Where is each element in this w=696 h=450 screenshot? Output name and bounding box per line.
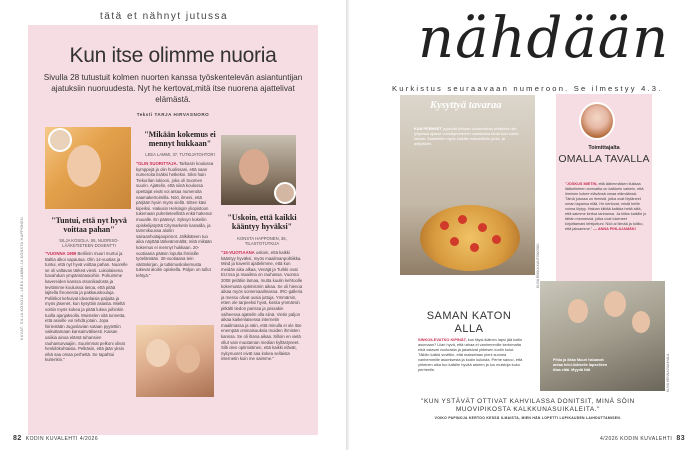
quote-heading-3: "Uskoin, että kaikki kääntyy hyväksi"	[227, 213, 297, 231]
section-label: tätä et nähnyt jutussa	[100, 11, 229, 22]
body-text: Berliinin muuri murtui ja Baltia alkoi vapautua. Olin 14-vuotias ja tuntui, että nyt hyvä voittaa pahan. Nuorelle se oli valtavan tärkeä viesti. Lukiolaisena havahduin ympäristöasioihin. Puhuimme kavereiden kanssa otsonikadosta ja levittimme kouluissa tietoa, että pitää lajitella freoneista ja pakkauskouluja. Poliitikot kehuivat ideanlaisia paljaita ja myös jäsenet, kun kysyttiin asiasta. Mieltä voitiin myös kokea ja pitää lukea joihinkin tuolla ajanjaksolla. Muistelen sitä tunnetta, että asioille voi tehdä jotain. Jopa hiiriestään Jugoslavian sotaan pyytettiin vaikuttamaan kansainvälisesti. Kaisan usiikia ainoa elämä tuhansien rauhanturvaajiin. Suurimmat pelkoni olivat henkilökohtaisia. Pelkäsin, että jään yksin eikä saa omaa perhettä. Se tapahtui kuitenkin."	[45, 251, 128, 363]
section-subtitle: Kurkistus seuraavaan numeroon. Se ilmestyy 4.3.	[392, 84, 663, 93]
lead-in: "JOSKUS MIETIN,	[565, 182, 598, 186]
pie-image	[420, 205, 520, 271]
editor-avatar	[579, 102, 615, 140]
folio-text: 4/2026 KODIN KUVALEHTI	[600, 436, 673, 442]
saman-heading: SAMAN KATON ALLA	[426, 310, 512, 335]
lead-in: SINKOILEVATKO KIPINÄT,	[418, 337, 467, 342]
pull-quote: "KUN YSTÄVÄT OTTIVAT KAHVILASSA DONITSIT, MINÄ SÖIN MUOVIPIKOSTA KALKKUNASUIKALEITA."	[421, 398, 635, 413]
saman-text	[418, 337, 524, 399]
food-photo-credit: KUVA RIIKKA KANTINKOSKI	[536, 243, 540, 288]
article-column-3	[221, 250, 303, 390]
person-caption-3: KONSTA HAPPONEN, 36, TILASTOTUTKIJA	[237, 236, 287, 247]
photo-leea-young	[136, 325, 214, 397]
tomato	[470, 243, 479, 252]
face	[568, 299, 588, 323]
body-text: että äärimmäisen tiukkaa lääketieteen ammattia on kaikkein vaikein, että ihminen kokee elävänsä omaa elämäänsä. Tämä jutussa on ihmisiä, jotka ovat löytäneet oman tapansa elää. He kertovat, mistä heille voima löytyy. Haluan kiittää kaikkia heitä siitä, että saimme kertoa tarinansa. Ja kiitos kaikille jo tähän mennessä, jotka ovat lukeneet kirjoittamani lehtijuttuni. Nöö ai tiimää ja tuliiko, että jaksamme."	[565, 182, 647, 231]
editor-label: Toimittajalta	[588, 145, 620, 151]
food-photo	[400, 95, 535, 275]
person-caption-2: LEEA LAMMI, 37, TUTKIJATOHTORI	[145, 152, 215, 157]
folio-right	[600, 435, 685, 442]
page-number: 83	[676, 435, 686, 442]
body-text: Tarkasin koulussa kymppejä ja olin huolissani, että saan numeroita lisäksi hetkeksi. Siksi hain Tiekurilan lukioon, joka oli Suomen suurin. Ajattelin, että siinä koulussa opettajat eivät voi antaa numeroita naamakertoimilla. Nöö, ilmeni, että pärjään hyvin myös siellä. Sitten kävi kipeiksi. Hakusin Helsingin yliopistoon tukemaan puhetieteellistä enkä hakenut muualle. En päässyt. Syksyn kokeilin opiskelijatyötä Citymarketin kassalla, ja tammikuussa aloitin sairaanhoitajaopinnot. Jälkikäteen tuo aika näyttää tärkeämmältä; mitä mikään kokemus ei mennyt hukkaan. 20-vuotiaana pääsin lopulta ihmisille työelämään. 30-vuotiaana tein väitöskirjan, ja tutkimuskokemusta tukevat aloitin opiskella. Paljon on tullut tehtyä."	[136, 161, 214, 278]
quote-heading-2: "Mikään kokemus ei mennyt hukkaan"	[144, 130, 216, 148]
signature: — ANNA PIHLAJAMÄKI	[592, 227, 636, 231]
pull-quote-source: VOIKO PAPINOJA KERTOO KESSÄ ILMAISTA, MIEN HÄN LOPETTI LUPIKAUDEN LAIHDUTTAMISEN.	[434, 416, 622, 420]
quote-heading-1: "Tuntui, että nyt hyvä voittaa pahan"	[51, 216, 127, 234]
article-column-2	[136, 161, 216, 323]
person-caption-1: SILJA KOSOLA, 55, NUORISO-LÄÄKETIETEEN DOSENTTI	[59, 238, 119, 249]
folio-left	[13, 435, 98, 442]
tomato	[492, 235, 501, 244]
face	[239, 149, 269, 185]
family-caption: Pihla ja Ilkka Muuri haluavat antaa teini-ikäiselle lapselleen tilaa elää. Myydä Nät	[553, 358, 608, 372]
face	[67, 145, 101, 187]
photo-credit: KUVAT: SILJA KOSOLA, LEEA LAMMI JA KONSTA HAPPONEN	[20, 216, 24, 340]
lead-in: "OLIN SUORITTAJA.	[136, 161, 178, 166]
folio-text: KODIN KUVALEHTI 4/2026	[25, 436, 99, 442]
face	[632, 311, 650, 333]
tomato	[440, 221, 449, 230]
intro-text: Sivulla 28 tutustuit kolmen nuorten kanssa työskentelevän asiantuntijan ajatuksiin nuoruudesta. Nyt he kertovat,mitä itse nuorena ajattelivat elämästä.	[43, 73, 303, 104]
section-title: nähdään	[418, 6, 670, 71]
food-text	[414, 126, 520, 146]
byline: Teksti TARJA HIRVASNORO	[136, 112, 210, 117]
lead-in: KUN PERHEET	[414, 126, 442, 131]
tomato	[478, 223, 487, 232]
photo-konsta-now	[274, 182, 296, 204]
face	[146, 339, 170, 367]
editor-heading: OMALLA TAVALLA	[558, 153, 650, 165]
photo-silja-now	[48, 128, 72, 152]
article-column-1	[45, 251, 129, 435]
tomato	[458, 215, 467, 224]
food-headline: Kysyttyä tavaraa	[430, 100, 502, 111]
page-title: Kun itse olimme nuoria	[69, 44, 277, 67]
face	[176, 345, 200, 373]
family-photo-credit: KUVA HENNA RAUHALA	[666, 353, 670, 392]
body-text: uskoin, että kaikki kääntyy hyväksi, myös maailmanpolitiikka. Mind ja kaveriit ajattelimme, että kun meidän aika alkaa, Venäjä ja Turkki ovat EU:ssa ja maailma on rauhassa. Vuonna 2008 pelätiin lamaa, mutta kuulin kehtoolle kokemusta optimismin aikaa. Se oli hienoa aikaa myös somemaailmassa. IRC-galleria ja messu olivat uusia juttuja. Ymmärsin, etten ole tarpeeksi hyvä, koska ymmärsin pitkälti tiedon parissa ja joissakin vaiheessa ajattelin olla siinä. Vietin paljon aikaa kaikenlaisessa internetin maailmassa ja näin, että minulla ei ole itse enempää ominaisuuksia muiden ihmisten kanssa. Se oli ihana aikaa. Silloin en vielä ollut vain muutaman median kyllästyneet. Silti olen optimistinen, että kaikki elävät, nykynuoret eivät saa kokea sellaista internetin kuin me saimme."	[221, 250, 303, 362]
lead-in: "15-VUOTIAANA	[221, 250, 255, 255]
face	[604, 291, 626, 317]
body-text: pyysivät juhlaan vuodenkinta piirakoita niin lyhyessä ajassa vuosikymmenen vastauksia tämä kuin toista kertaa. Saaritettiin myös kaikilta mahdollisiin juhla- ja arkipäiviin.	[414, 126, 519, 146]
editor-text	[565, 182, 647, 274]
tomato	[450, 237, 459, 246]
page-number: 82	[13, 435, 22, 442]
family-photo	[540, 281, 665, 391]
lead-in: "VUONNA 1989	[45, 251, 77, 256]
body-text: kun täysi-ikäinen lapsi jää kotiin asumaan? Lilan hyvä, että rahaa ei vanhemmille kertomatta eikä ostavat vuokrasta ja jakaisivat yhteisen kodin kulut. Tällöin kaikki sovittiin, että maksetaan pieni summa vanhemmille asumisesta ja kodin kuluista. Perhe sanoo, että yhteinen aika tuo kaikille hyvää arkeen ja luo muistoja koko perheelle.	[418, 337, 523, 372]
